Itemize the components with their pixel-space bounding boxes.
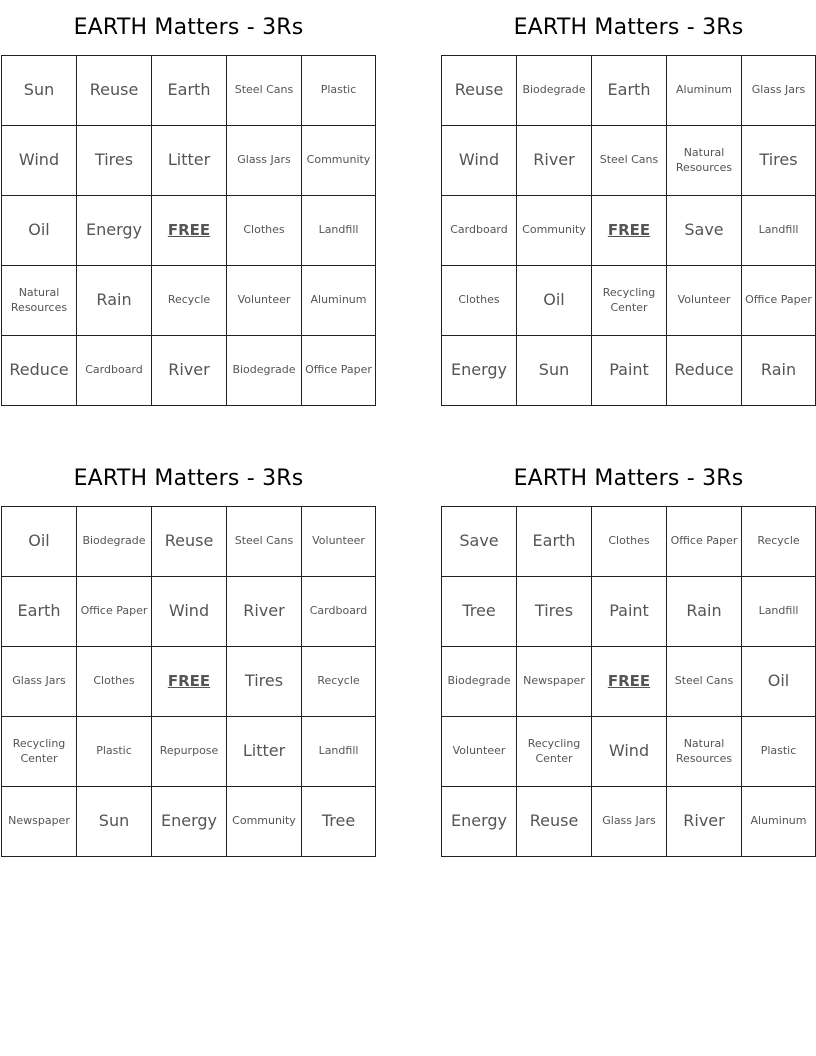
bingo-grid xyxy=(1,506,376,857)
grid-cell: Community xyxy=(227,787,302,857)
grid-cell: River xyxy=(227,577,302,647)
grid-cell: Glass Jars xyxy=(592,787,667,857)
grid-cell: Reduce xyxy=(2,336,77,406)
grid-cell: River xyxy=(517,126,592,196)
grid-cell: River xyxy=(667,787,742,857)
card-title: EARTH Matters - 3Rs xyxy=(73,15,304,40)
grid-cell: Reuse xyxy=(442,56,517,126)
grid-cell: Recycling Center xyxy=(592,266,667,336)
grid-cell: Clothes xyxy=(592,507,667,577)
grid-cell: Steel Cans xyxy=(592,126,667,196)
grid-cell: Glass Jars xyxy=(227,126,302,196)
grid-cell: Reuse xyxy=(77,56,152,126)
grid-cell: Aluminum xyxy=(742,787,816,857)
grid-cell: Volunteer xyxy=(227,266,302,336)
grid-cell: Office Paper xyxy=(742,266,816,336)
grid-cell: Office Paper xyxy=(667,507,742,577)
bingo-card-1 xyxy=(1,0,376,406)
grid-cell: Reuse xyxy=(152,507,227,577)
grid-cell: Cardboard xyxy=(302,577,376,647)
grid-cell: Volunteer xyxy=(302,507,376,577)
grid-cell: Recycle xyxy=(152,266,227,336)
grid-cell: Earth xyxy=(2,577,77,647)
grid-cell: Community xyxy=(517,196,592,266)
free-cell: FREE xyxy=(152,647,227,717)
grid-cell: Clothes xyxy=(442,266,517,336)
grid-cell: Natural Resources xyxy=(2,266,77,336)
bingo-card-2 xyxy=(441,0,816,406)
grid-cell: Tires xyxy=(77,126,152,196)
grid-cell: Reuse xyxy=(517,787,592,857)
grid-cell: Rain xyxy=(77,266,152,336)
grid-cell: Volunteer xyxy=(667,266,742,336)
free-cell: FREE xyxy=(592,196,667,266)
grid-cell: Earth xyxy=(592,56,667,126)
grid-cell: Natural Resources xyxy=(667,126,742,196)
grid-cell: Volunteer xyxy=(442,717,517,787)
grid-cell: Sun xyxy=(77,787,152,857)
grid-cell: Energy xyxy=(77,196,152,266)
grid-cell: Wind xyxy=(442,126,517,196)
grid-cell: Wind xyxy=(152,577,227,647)
grid-cell: Landfill xyxy=(742,577,816,647)
grid-cell: Tree xyxy=(442,577,517,647)
grid-cell: Steel Cans xyxy=(227,56,302,126)
grid-cell: Biodegrade xyxy=(517,56,592,126)
grid-cell: Landfill xyxy=(302,717,376,787)
grid-cell: Litter xyxy=(227,717,302,787)
grid-cell: Repurpose xyxy=(152,717,227,787)
card-title: EARTH Matters - 3Rs xyxy=(73,466,304,491)
bingo-card-3 xyxy=(1,451,376,857)
grid-cell: Sun xyxy=(517,336,592,406)
bingo-grid xyxy=(441,506,816,857)
free-cell: FREE xyxy=(152,196,227,266)
bingo-grid xyxy=(441,55,816,406)
bingo-card-4 xyxy=(441,451,816,857)
grid-cell: Reduce xyxy=(667,336,742,406)
card-title: EARTH Matters - 3Rs xyxy=(513,15,744,40)
grid-cell: Paint xyxy=(592,336,667,406)
grid-cell: Cardboard xyxy=(77,336,152,406)
grid-cell: Steel Cans xyxy=(667,647,742,717)
grid-cell: Glass Jars xyxy=(2,647,77,717)
grid-cell: Oil xyxy=(2,196,77,266)
grid-cell: Energy xyxy=(442,787,517,857)
grid-cell: Save xyxy=(442,507,517,577)
grid-cell: Rain xyxy=(742,336,816,406)
grid-cell: Cardboard xyxy=(442,196,517,266)
grid-cell: Tires xyxy=(227,647,302,717)
free-cell: FREE xyxy=(592,647,667,717)
grid-cell: Clothes xyxy=(77,647,152,717)
grid-cell: Steel Cans xyxy=(227,507,302,577)
grid-cell: Energy xyxy=(442,336,517,406)
grid-cell: Paint xyxy=(592,577,667,647)
card-title: EARTH Matters - 3Rs xyxy=(513,466,744,491)
grid-cell: River xyxy=(152,336,227,406)
grid-cell: Energy xyxy=(152,787,227,857)
grid-cell: Landfill xyxy=(302,196,376,266)
grid-cell: Wind xyxy=(592,717,667,787)
grid-cell: Glass Jars xyxy=(742,56,816,126)
grid-cell: Earth xyxy=(152,56,227,126)
grid-cell: Oil xyxy=(2,507,77,577)
grid-cell: Oil xyxy=(517,266,592,336)
grid-cell: Recycling Center xyxy=(2,717,77,787)
grid-cell: Landfill xyxy=(742,196,816,266)
grid-cell: Office Paper xyxy=(77,577,152,647)
grid-cell: Earth xyxy=(517,507,592,577)
grid-cell: Newspaper xyxy=(517,647,592,717)
grid-cell: Tires xyxy=(742,126,816,196)
bingo-grid xyxy=(1,55,376,406)
grid-cell: Biodegrade xyxy=(77,507,152,577)
grid-cell: Recycling Center xyxy=(517,717,592,787)
grid-cell: Office Paper xyxy=(302,336,376,406)
grid-cell: Wind xyxy=(2,126,77,196)
grid-cell: Rain xyxy=(667,577,742,647)
grid-cell: Save xyxy=(667,196,742,266)
grid-cell: Sun xyxy=(2,56,77,126)
grid-cell: Aluminum xyxy=(667,56,742,126)
grid-cell: Newspaper xyxy=(2,787,77,857)
grid-cell: Tree xyxy=(302,787,376,857)
grid-cell: Biodegrade xyxy=(227,336,302,406)
grid-cell: Plastic xyxy=(742,717,816,787)
grid-cell: Litter xyxy=(152,126,227,196)
grid-cell: Recycle xyxy=(742,507,816,577)
grid-cell: Recycle xyxy=(302,647,376,717)
grid-cell: Aluminum xyxy=(302,266,376,336)
grid-cell: Clothes xyxy=(227,196,302,266)
grid-cell: Community xyxy=(302,126,376,196)
grid-cell: Tires xyxy=(517,577,592,647)
grid-cell: Plastic xyxy=(77,717,152,787)
grid-cell: Plastic xyxy=(302,56,376,126)
grid-cell: Biodegrade xyxy=(442,647,517,717)
grid-cell: Natural Resources xyxy=(667,717,742,787)
grid-cell: Oil xyxy=(742,647,816,717)
